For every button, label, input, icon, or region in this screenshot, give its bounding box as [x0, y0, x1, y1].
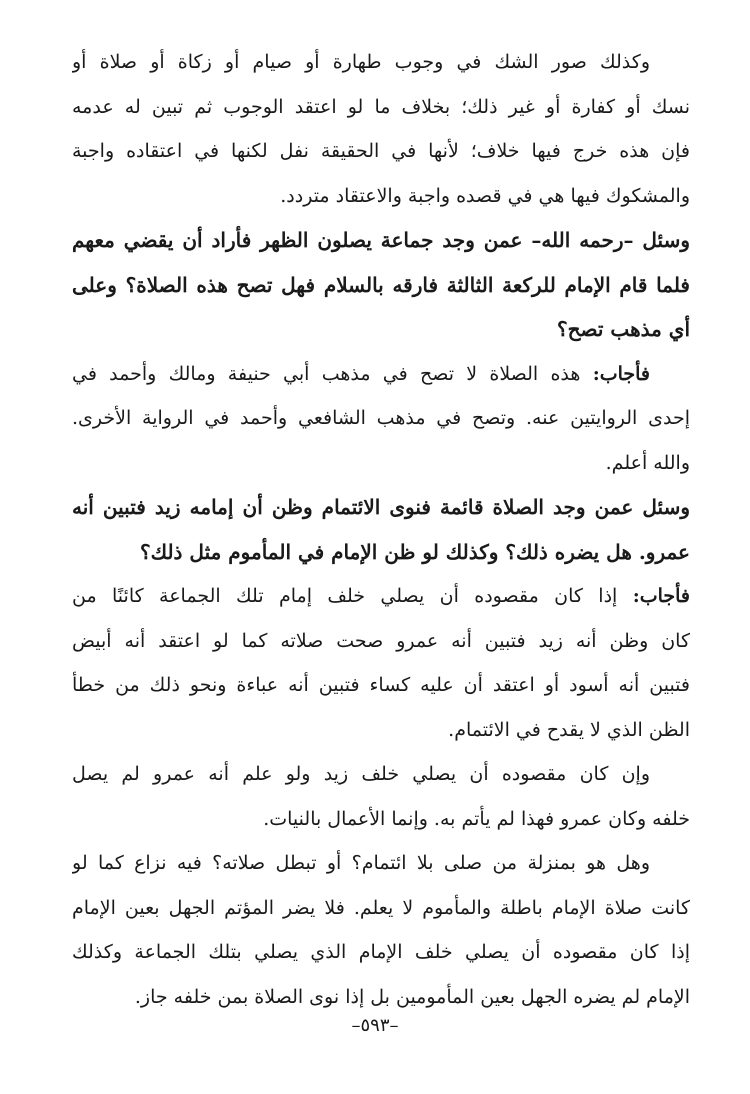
text-line [72, 352, 690, 397]
text-line [72, 574, 690, 619]
text-line: خلفه وكان عمرو فهذا لم يأتم به. وإنما الأعمال بالنيات. [263, 807, 690, 830]
answer-text: إذا كان مقصوده أن يصلي خلف إمام تلك الجماعة كائنًا من [72, 585, 618, 607]
text-line: إحدى الروايتين عنه. وتصح في مذهب الشافعي وأحمد في الرواية الأخرى. [72, 407, 690, 429]
answer-label: فأجاب: [632, 585, 690, 607]
text-line: وكذلك صور الشك في وجوب طهارة أو صيام أو زكاة أو صلاة أو [72, 51, 650, 73]
text-line: وهل هو بمنزلة من صلى بلا ائتمام؟ أو تبطل صلاته؟ فيه نزاع كما لو [72, 852, 650, 874]
text-line: وإن كان مقصوده أن يصلي خلف زيد ولو علم أنه عمرو لم يصل [72, 763, 650, 785]
paragraph [72, 40, 690, 218]
question-line: وسئل –رحمه الله– عمن وجد جماعة يصلون الظهر فأراد أن يقضي معهم [72, 228, 690, 252]
question-line: وسئل عمن وجد الصلاة قائمة فنوى الائتمام وظن أن إمامه زيد فتبين أنه [72, 495, 690, 519]
text-line: الإمام لم يضره الجهل بعين المأمومين بل إذا نوى الصلاة بمن خلفه جاز. [134, 985, 690, 1008]
answer-paragraph [72, 352, 690, 486]
answer-text: هذه الصلاة لا تصح في مذهب أبي حنيفة ومالك وأحمد في [72, 362, 581, 385]
text-line: الظن الذي لا يقدح في الائتمام. [448, 718, 690, 741]
paragraph [72, 841, 690, 1019]
text-line: نسك أو كفارة أو غير ذلك؛ بخلاف ما لو اعتقد الوجوب ثم تبين له عدمه [72, 95, 690, 118]
answer-label: فأجاب: [592, 362, 650, 385]
text-line: إذا كان مقصوده أن يصلي خلف الإمام الذي يصلي بتلك الجماعة وكذلك [72, 941, 690, 963]
text-line: كانت صلاة الإمام باطلة والمأموم لا يعلم. فلا يضر المؤتم الجهل بعين الإمام [72, 896, 690, 919]
answer-paragraph [72, 574, 690, 752]
text-line: فتبين أنه أسود أو اعتقد أن عليه كساء فتبين أنه عباءة ونحو ذلك من خطأ [72, 674, 690, 696]
text-line: فإن هذه خرج فيها خلاف؛ لأنها في الحقيقة نفل لكنها في اعتقاده واجبة [72, 140, 690, 162]
question-line: فلما قام الإمام للركعة الثالثة فارقه بالسلام فهل تصح هذه الصلاة؟ وعلى [72, 272, 690, 297]
paragraph [72, 752, 690, 841]
question-paragraph [72, 485, 690, 574]
text-line: والله أعلم. [605, 451, 690, 474]
page-number: –٥٩٣– [351, 1015, 399, 1036]
question-line: عمرو. هل يضره ذلك؟ وكذلك لو ظن الإمام في المأموم مثل ذلك؟ [139, 539, 690, 564]
question-line: أي مذهب تصح؟ [557, 317, 690, 341]
text-line: كان وظن أنه زيد فتبين أنه عمرو صحت صلاته كما لو اعتقد أنه أبيض [72, 629, 690, 652]
question-paragraph [72, 218, 690, 352]
page-content [72, 40, 690, 1019]
text-line: والمشكوك فيها هي في قصده واجبة والاعتقاد متردد. [280, 184, 690, 207]
